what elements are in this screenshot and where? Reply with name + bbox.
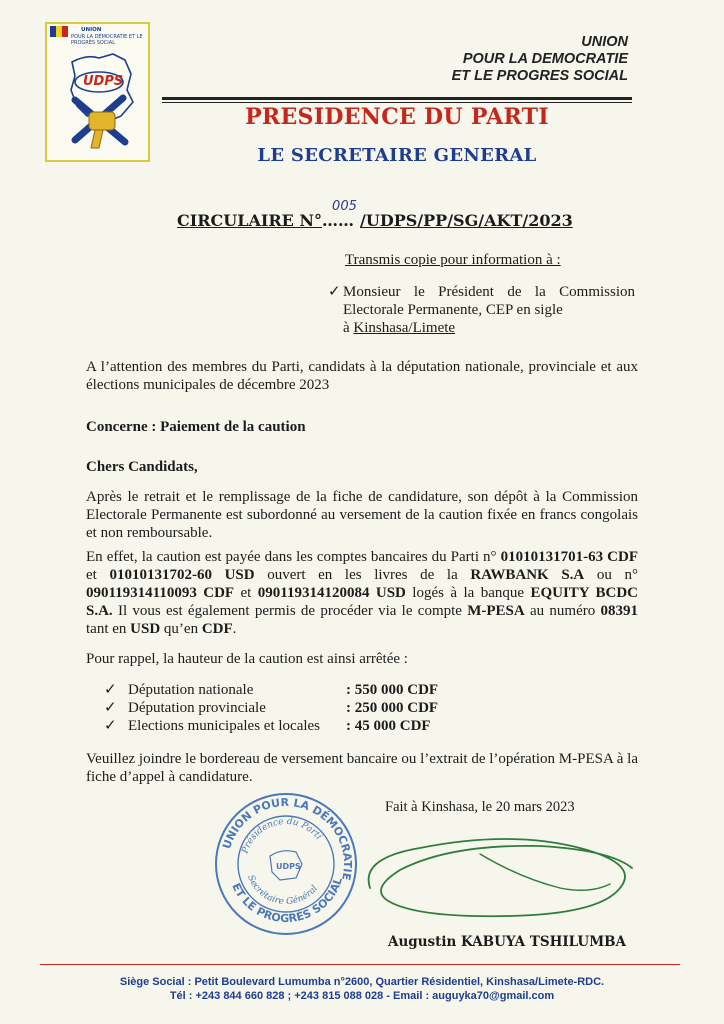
- currency: USD: [130, 621, 161, 637]
- check-icon: ✓: [104, 718, 117, 734]
- recipient-text: [343, 283, 635, 337]
- stamp-inner-top: Présidence du Parti: [240, 816, 324, 856]
- handwritten-number: 005: [332, 199, 357, 214]
- footer-contact: Tél : +243 844 660 828 ; +243 815 088 028 - Email : auguyka70@gmail.com: [169, 990, 555, 1002]
- logo-top-text: UNION: [81, 27, 102, 33]
- fee-amount: : 250 000 CDF: [346, 700, 439, 716]
- place-date: Fait à Kinshasa, le 20 mars 2023: [385, 799, 575, 815]
- closing-paragraph: Veuillez joindre le bordereau de versement bancaire ou l’extrait de l’opération M-PESA à la fiche d’appel à candidature.: [86, 751, 638, 785]
- secretary-heading: LE SECRETAIRE GENERAL: [257, 145, 537, 166]
- fee-amount: : 550 000 CDF: [346, 682, 439, 698]
- account-number: 090119314110093 CDF: [86, 585, 235, 601]
- fee-label: Elections municipales et locales: [128, 718, 321, 734]
- p2-text: .: [232, 621, 237, 637]
- p2-text: En effet, la caution est payée dans les comptes bancaires du Parti n°: [86, 549, 501, 565]
- header-rule-thin: [162, 102, 632, 103]
- logo-subtitle: POUR LA DÉMOCRATIE ET LE PROGRÈS SOCIAL: [71, 34, 143, 46]
- p2-text: logés à la banque: [405, 585, 531, 601]
- fee-amount: : 45 000 CDF: [346, 718, 431, 734]
- attention-paragraph: A l’attention des membres du Parti, candidats à la députation nationale, provinciale et aux élections municipales de décembre 2023: [86, 359, 638, 393]
- circular-suffix: /UDPS/PP/SG/AKT/2023: [360, 211, 573, 230]
- stamp-outer-bottom: ET LE PROGRÈS SOCIAL: [229, 875, 346, 926]
- p2-text: au numéro: [524, 603, 601, 619]
- body-paragraph-2: [86, 548, 638, 638]
- check-icon: ✓: [104, 700, 117, 716]
- check-icon: ✓: [104, 682, 117, 698]
- p2-text: Il vous est également permis de procéder via le compte: [112, 603, 468, 619]
- stamp-inner-bottom: Secrétaire Général: [245, 873, 321, 908]
- mpesa-label: M-PESA: [467, 603, 525, 619]
- p2-text: tant en: [86, 621, 131, 637]
- recipient-line: Monsieur le Président de la Commission Electorale Permanente, CEP en sigle: [343, 284, 635, 318]
- p2-text: qu’en: [160, 621, 202, 637]
- account-number: 01010131701-63 CDF: [500, 549, 638, 565]
- recipient-location: Kinshasa/Limete: [353, 320, 456, 336]
- stamp-center: UDPS: [276, 862, 301, 871]
- body-paragraph-1: Après le retrait et le remplissage de la fiche de candidature, son dépôt à la Commission Electorale Permanente est subordonné au versement de la caution fixée en francs congolais et non remboursable.: [86, 489, 638, 541]
- stamp-outer-top: UNION POUR LA DÉMOCRATIE: [220, 795, 355, 882]
- fee-label: Députation provinciale: [128, 700, 266, 716]
- account-number: 090119314120084 USD: [257, 585, 406, 601]
- official-stamp: [212, 790, 360, 938]
- party-logo: [45, 22, 150, 162]
- p2-text: et: [234, 585, 258, 601]
- presidency-heading: PRESIDENCE DU PARTI: [245, 104, 549, 130]
- recipient-at: à: [343, 320, 354, 336]
- salutation: Chers Candidats,: [86, 459, 198, 475]
- bank-name: RAWBANK S.A: [470, 567, 585, 583]
- logo-acronym: UDPS: [83, 74, 124, 89]
- fee-label: Députation nationale: [128, 682, 254, 698]
- signatory-name: Augustin KABUYA TSHILUMBA: [388, 934, 627, 950]
- p2-text: et: [86, 567, 110, 583]
- check-icon: ✓: [328, 284, 341, 300]
- subject-line: Concerne : Paiement de la caution: [86, 419, 306, 435]
- organization-name: [452, 34, 628, 85]
- header-rule-thick: [162, 97, 632, 100]
- circular-prefix: CIRCULAIRE N°: [177, 211, 323, 230]
- mpesa-number: 08391: [600, 603, 638, 619]
- org-line-2: POUR LA DEMOCRATIE: [462, 51, 628, 67]
- footer-address: Siège Social : Petit Boulevard Lumumba n°2600, Quartier Résidentiel, Kinshasa/Limete-RDC.: [119, 976, 605, 988]
- circular-reference: [177, 199, 573, 230]
- reminder-line: Pour rappel, la hauteur de la caution est ainsi arrêtée :: [86, 651, 408, 667]
- account-number: 01010131702-60 USD: [109, 567, 255, 583]
- transmission-label: Transmis copie pour information à :: [345, 252, 561, 268]
- currency: CDF: [201, 621, 233, 637]
- p2-text: ou n°: [584, 567, 639, 583]
- signature: [360, 818, 660, 928]
- circular-number-field: [322, 199, 360, 230]
- org-line-1: UNION: [581, 34, 628, 50]
- circular-dots: ……: [322, 211, 355, 230]
- org-line-3: ET LE PROGRES SOCIAL: [451, 68, 628, 84]
- p2-text: ouvert en les livres de la: [254, 567, 471, 583]
- bank-name: EQUITY BCDC S.A.: [86, 585, 638, 619]
- footer-rule: [40, 964, 680, 965]
